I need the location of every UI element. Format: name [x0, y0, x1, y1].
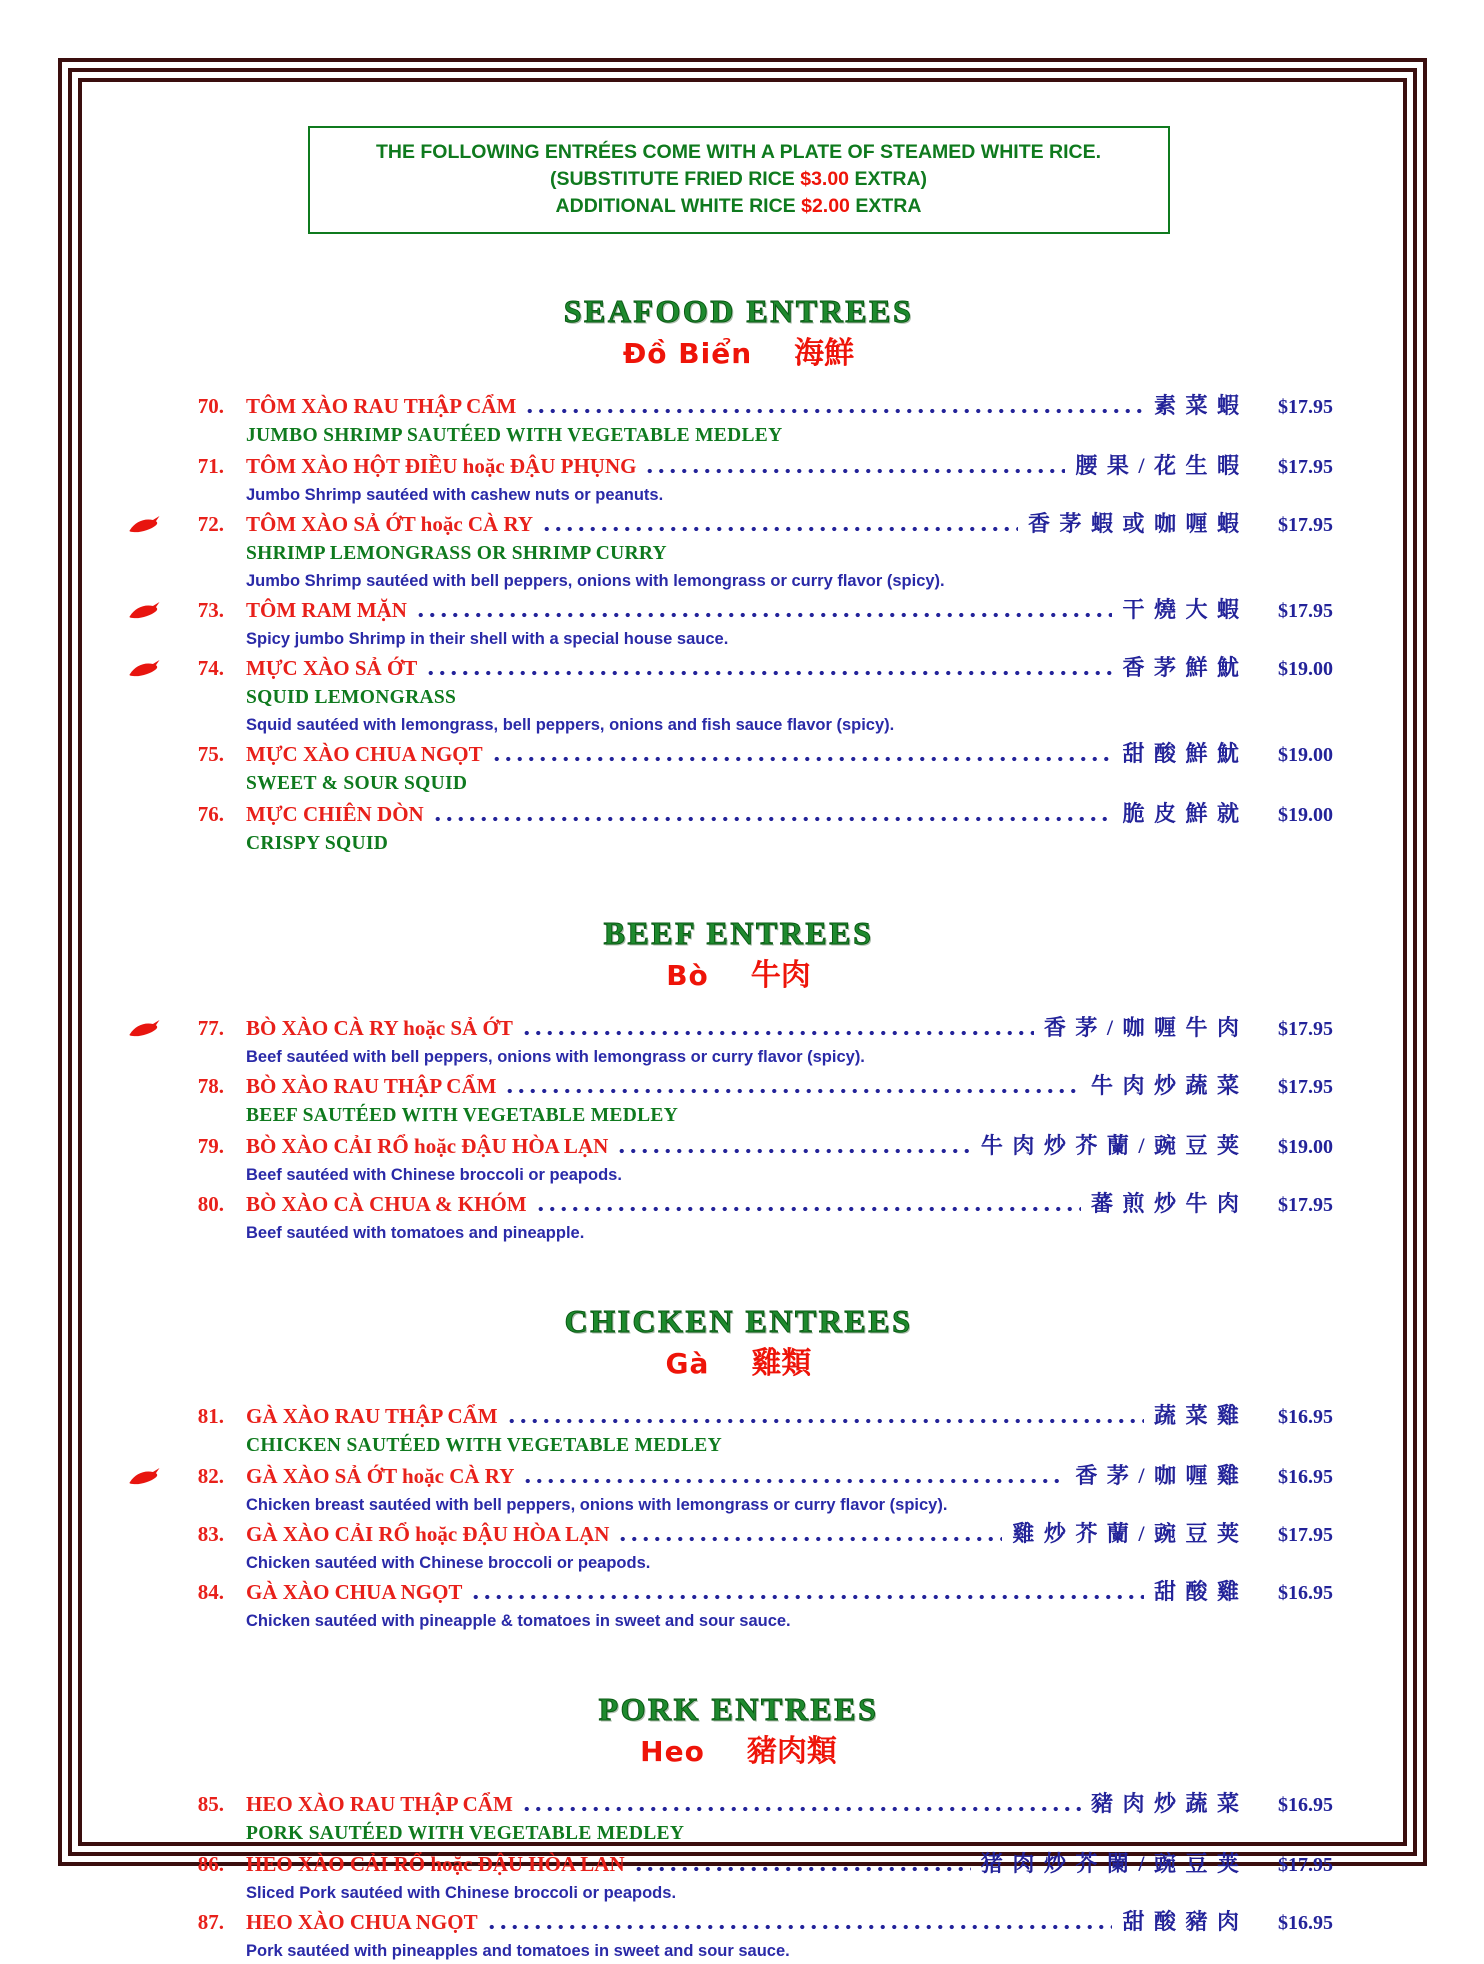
section-subtitle	[108, 1730, 1369, 1779]
border-frame-inner	[78, 78, 1407, 1960]
item-name: TÔM XÀO HỘT ĐIỀU hoặc ĐẬU PHỤNG	[246, 454, 637, 478]
section-subtitle	[108, 1342, 1369, 1391]
item-subtitle-caps: CRISPY SQUID	[246, 833, 389, 854]
item-price: $16.95	[1278, 1466, 1333, 1488]
menu-item-row	[108, 595, 1333, 626]
item-description: Pork sautéed with pineapples and tomatoes in sweet and sour sauce.	[246, 1942, 790, 1960]
item-number: 86.	[197, 1852, 224, 1876]
menu-item-row	[108, 1189, 1333, 1220]
menu-item-row	[108, 509, 1333, 540]
item-description: Sliced Pork sautéed with Chinese broccoli or peapods.	[246, 1884, 677, 1902]
dot-leader	[506, 1416, 1144, 1426]
border-frame-middle	[68, 68, 1417, 1960]
item-price: $19.00	[1278, 1136, 1333, 1158]
spicy-chili-icon	[108, 1019, 160, 1039]
menu-section	[108, 1302, 1369, 1634]
notice-box	[308, 126, 1170, 234]
item-price: $17.95	[1278, 456, 1333, 478]
menu-item-row	[108, 1071, 1333, 1102]
item-number: 73.	[197, 598, 224, 622]
notice-line-2	[320, 166, 1158, 193]
border-frame-outer	[58, 58, 1427, 1960]
item-price: $19.00	[1278, 658, 1333, 680]
item-description: Chicken sautéed with pineapple & tomatoes in sweet and sour sauce.	[246, 1612, 791, 1630]
item-number: 80.	[197, 1192, 224, 1216]
item-chinese: 腰 果 / 花 生 暇	[1075, 453, 1241, 478]
notice-line-1: THE FOLLOWING ENTRÉES COME WITH A PLATE OF STEAMED WHITE RICE.	[375, 141, 1102, 163]
dot-leader	[521, 1028, 1034, 1038]
item-name: HEO XÀO CHUA NGỌT	[246, 1910, 478, 1934]
item-chinese: 牛 肉 炒 蔬 菜	[1090, 1073, 1241, 1098]
menu-item	[108, 595, 1333, 652]
item-subtitle-caps: SQUID LEMONGRASS	[246, 687, 457, 708]
section-subtitle-vietnamese: Heo	[640, 1735, 705, 1768]
section-subtitle-vietnamese: Đồ Biển	[622, 337, 753, 370]
item-number: 70.	[197, 394, 224, 418]
section-subtitle	[108, 954, 1369, 1003]
menu-item	[108, 1131, 1333, 1188]
section-subtitle-vietnamese: Bò	[666, 959, 709, 992]
item-price: $17.95	[1278, 1524, 1333, 1546]
menu-item	[108, 1401, 1333, 1460]
menu-item	[108, 1461, 1333, 1518]
item-chinese: 香 茅 / 咖 喱 雞	[1075, 1463, 1241, 1488]
item-description: Jumbo Shrimp sautéed with cashew nuts or peanuts.	[246, 486, 664, 504]
dot-leader	[535, 1204, 1081, 1214]
menu-item-row	[108, 1013, 1333, 1044]
item-subtitle-caps: SHRIMP LEMONGRASS OR SHRIMP CURRY	[246, 543, 667, 564]
item-number: 87.	[197, 1910, 224, 1934]
item-description: Squid sautéed with lemongrass, bell peppers, onions and fish sauce flavor (spicy).	[246, 716, 895, 734]
item-description: Chicken breast sautéed with bell peppers, onions with lemongrass or curry flavor (spicy).	[246, 1496, 948, 1514]
section-subtitle-chinese: 牛肉	[750, 959, 811, 992]
item-chinese: 素 菜 蝦	[1153, 393, 1241, 418]
item-name: BÒ XÀO CẢI RỔ hoặc ĐẬU HÒA LẠN	[246, 1134, 609, 1158]
item-chinese: 香 茅 / 咖 喱 牛 肉	[1043, 1015, 1241, 1040]
menu-item-row	[108, 799, 1333, 830]
menu-section	[108, 914, 1369, 1246]
item-description: Beef sautéed with bell peppers, onions with lemongrass or curry flavor (spicy).	[246, 1048, 865, 1066]
menu-item	[108, 1789, 1333, 1848]
menu-item	[108, 1071, 1333, 1130]
menu-item	[108, 1907, 1333, 1964]
dot-leader	[432, 814, 1113, 824]
section-title: BEEF ENTREES	[603, 915, 874, 951]
dot-leader	[491, 754, 1113, 764]
menu-item	[108, 1849, 1333, 1906]
dot-leader	[541, 524, 1018, 534]
section-items	[108, 1789, 1369, 1964]
item-chinese: 脆 皮 鮮 就	[1122, 801, 1241, 826]
item-number: 72.	[197, 512, 224, 536]
item-subtitle-caps: BEEF SAUTÉED WITH VEGETABLE MEDLEY	[246, 1105, 679, 1126]
item-price: $17.95	[1278, 1854, 1333, 1876]
item-chinese: 香 茅 蝦 或 咖 喱 蝦	[1027, 511, 1241, 536]
item-chinese: 牛 肉 炒 芥 蘭 / 豌 豆 荚	[980, 1133, 1241, 1158]
item-price: $16.95	[1278, 1912, 1333, 1934]
dot-leader	[470, 1592, 1144, 1602]
section-subtitle	[108, 332, 1369, 381]
item-price: $17.95	[1278, 600, 1333, 622]
notice-line-3-price: $2.00	[801, 195, 850, 217]
item-description: Beef sautéed with tomatoes and pineapple.	[246, 1224, 585, 1242]
spicy-chili-icon	[108, 1467, 160, 1487]
dot-leader	[522, 1476, 1065, 1486]
item-chinese: 香 茅 鮮 魷	[1122, 655, 1241, 680]
menu-item-row	[108, 739, 1333, 770]
menu-item	[108, 1519, 1333, 1576]
item-chinese: 甜 酸 鮮 魷	[1122, 741, 1241, 766]
sections	[108, 292, 1369, 1964]
item-name: TÔM RAM MẶN	[246, 598, 407, 622]
menu-item	[108, 1013, 1333, 1070]
item-name: TÔM XÀO SẢ ỚT hoặc CÀ RY	[246, 512, 534, 536]
notice-line-2-price: $3.00	[800, 168, 850, 190]
section-title: CHICKEN ENTREES	[564, 1303, 913, 1339]
item-name: HEO XÀO CẢI RỔ hoặc ĐẬU HÒA LAN	[246, 1852, 625, 1876]
item-subtitle-caps: PORK SAUTÉED WITH VEGETABLE MEDLEY	[246, 1823, 685, 1844]
menu-item-row	[108, 1131, 1333, 1162]
item-chinese: 雞 炒 芥 蘭 / 豌 豆 荚	[1012, 1521, 1241, 1546]
section-subtitle-chinese: 豬肉類	[746, 1735, 837, 1768]
dot-leader	[644, 466, 1065, 476]
menu-item-row	[108, 1849, 1333, 1880]
item-chinese: 蔬 菜 雞	[1153, 1403, 1241, 1428]
dot-leader	[504, 1086, 1081, 1096]
item-name: GÀ XÀO RAU THẬP CẨM	[246, 1404, 498, 1428]
menu-item	[108, 799, 1333, 858]
menu-item	[108, 1577, 1333, 1634]
menu-item	[108, 653, 1333, 738]
item-name: TÔM XÀO RAU THẬP CẨM	[246, 394, 517, 418]
item-chinese: 豬 肉 炒 蔬 菜	[1090, 1791, 1241, 1816]
item-number: 83.	[197, 1522, 224, 1546]
item-number: 84.	[197, 1580, 224, 1604]
notice-line-3-text: ADDITIONAL WHITE RICE	[555, 195, 802, 217]
item-number: 74.	[197, 656, 224, 680]
menu-section	[108, 1690, 1369, 1964]
item-number: 76.	[197, 802, 224, 826]
item-subtitle-caps: SWEET & SOUR SQUID	[246, 773, 468, 794]
item-chinese: 蕃 煎 炒 牛 肉	[1090, 1191, 1241, 1216]
notice-line-2-tail: EXTRA)	[849, 168, 928, 190]
item-number: 77.	[197, 1016, 224, 1040]
dot-leader	[425, 668, 1112, 678]
item-price: $17.95	[1278, 1018, 1333, 1040]
item-price: $17.95	[1278, 1194, 1333, 1216]
item-name: MỰC XÀO SẢ ỚT	[246, 656, 418, 680]
item-number: 79.	[197, 1134, 224, 1158]
item-name: MỰC XÀO CHUA NGỌT	[246, 742, 483, 766]
item-name: BÒ XÀO RAU THẬP CẨM	[246, 1074, 497, 1098]
dot-leader	[633, 1864, 971, 1874]
item-chinese: 甜 酸 雞	[1153, 1579, 1241, 1604]
item-chinese: 干 燒 大 蝦	[1122, 597, 1241, 622]
item-price: $19.00	[1278, 804, 1333, 826]
menu-item	[108, 451, 1333, 508]
item-price: $19.00	[1278, 744, 1333, 766]
item-price: $16.95	[1278, 1582, 1333, 1604]
item-number: 85.	[197, 1792, 224, 1816]
menu-content	[82, 82, 1403, 1960]
menu-item	[108, 509, 1333, 594]
section-title: PORK ENTREES	[598, 1691, 879, 1727]
dot-leader	[521, 1804, 1081, 1814]
section-items	[108, 1013, 1369, 1246]
menu-item-row	[108, 1789, 1333, 1820]
item-description: Beef sautéed with Chinese broccoli or peapods.	[246, 1166, 622, 1184]
dot-leader	[616, 1146, 971, 1156]
item-name: MỰC CHIÊN DÒN	[246, 802, 424, 826]
menu-item-row	[108, 1461, 1333, 1492]
spicy-chili-icon	[108, 659, 160, 679]
item-price: $17.95	[1278, 396, 1333, 418]
menu-item-row	[108, 653, 1333, 684]
menu-item-row	[108, 1907, 1333, 1938]
menu-section	[108, 292, 1369, 858]
section-subtitle-vietnamese: Gà	[665, 1347, 710, 1380]
menu-item	[108, 739, 1333, 798]
item-number: 71.	[197, 454, 224, 478]
item-price: $16.95	[1278, 1406, 1333, 1428]
item-description: Chicken sautéed with Chinese broccoli or peapods.	[246, 1554, 651, 1572]
menu-item-row	[108, 1577, 1333, 1608]
item-name: GÀ XÀO SẢ ỚT hoặc CÀ RY	[246, 1464, 515, 1488]
item-price: $17.95	[1278, 1076, 1333, 1098]
item-price: $17.95	[1278, 514, 1333, 536]
menu-item-row	[108, 1401, 1333, 1432]
item-subtitle-caps: JUMBO SHRIMP SAUTÉED WITH VEGETABLE MEDLEY	[246, 425, 783, 446]
section-subtitle-chinese: 海鮮	[794, 337, 855, 370]
item-description: Jumbo Shrimp sautéed with bell peppers, onions with lemongrass or curry flavor (spicy).	[246, 572, 945, 590]
section-title: SEAFOOD ENTREES	[563, 293, 914, 329]
notice-line-3-tail: EXTRA	[849, 195, 922, 217]
section-subtitle-chinese: 雞類	[751, 1347, 812, 1380]
spicy-chili-icon	[108, 601, 160, 621]
item-name: BÒ XÀO CÀ RY hoặc SẢ ỚT	[246, 1016, 513, 1040]
menu-item-row	[108, 391, 1333, 422]
dot-leader	[617, 1534, 1002, 1544]
item-chinese: 甜 酸 豬 肉	[1122, 1909, 1241, 1934]
item-number: 78.	[197, 1074, 224, 1098]
item-name: GÀ XÀO CHUA NGỌT	[246, 1580, 463, 1604]
dot-leader	[524, 406, 1144, 416]
menu-item-row	[108, 451, 1333, 482]
menu-item-row	[108, 1519, 1333, 1550]
item-number: 81.	[197, 1404, 224, 1428]
item-number: 75.	[197, 742, 224, 766]
item-name: GÀ XÀO CẢI RỔ hoặc ĐẬU HÒA LẠN	[246, 1522, 610, 1546]
menu-item	[108, 1189, 1333, 1246]
section-items	[108, 391, 1369, 858]
item-price: $16.95	[1278, 1794, 1333, 1816]
item-name: HEO XÀO RAU THẬP CẨM	[246, 1792, 513, 1816]
spicy-chili-icon	[108, 515, 160, 535]
notice-line-3	[320, 193, 1158, 220]
item-subtitle-caps: CHICKEN SAUTÉED WITH VEGETABLE MEDLEY	[246, 1435, 722, 1456]
dot-leader	[415, 610, 1113, 620]
section-items	[108, 1401, 1369, 1634]
item-description: Spicy jumbo Shrimp in their shell with a special house sauce.	[246, 630, 729, 648]
dot-leader	[486, 1922, 1113, 1932]
item-name: BÒ XÀO CÀ CHUA & KHÓM	[246, 1192, 527, 1216]
menu-item	[108, 391, 1333, 450]
notice-line-2-text: (SUBSTITUTE FRIED RICE	[549, 168, 801, 190]
item-chinese: 猪 肉 炒 芥 闌 / 豌 豆 荚	[980, 1851, 1241, 1876]
item-number: 82.	[197, 1464, 224, 1488]
